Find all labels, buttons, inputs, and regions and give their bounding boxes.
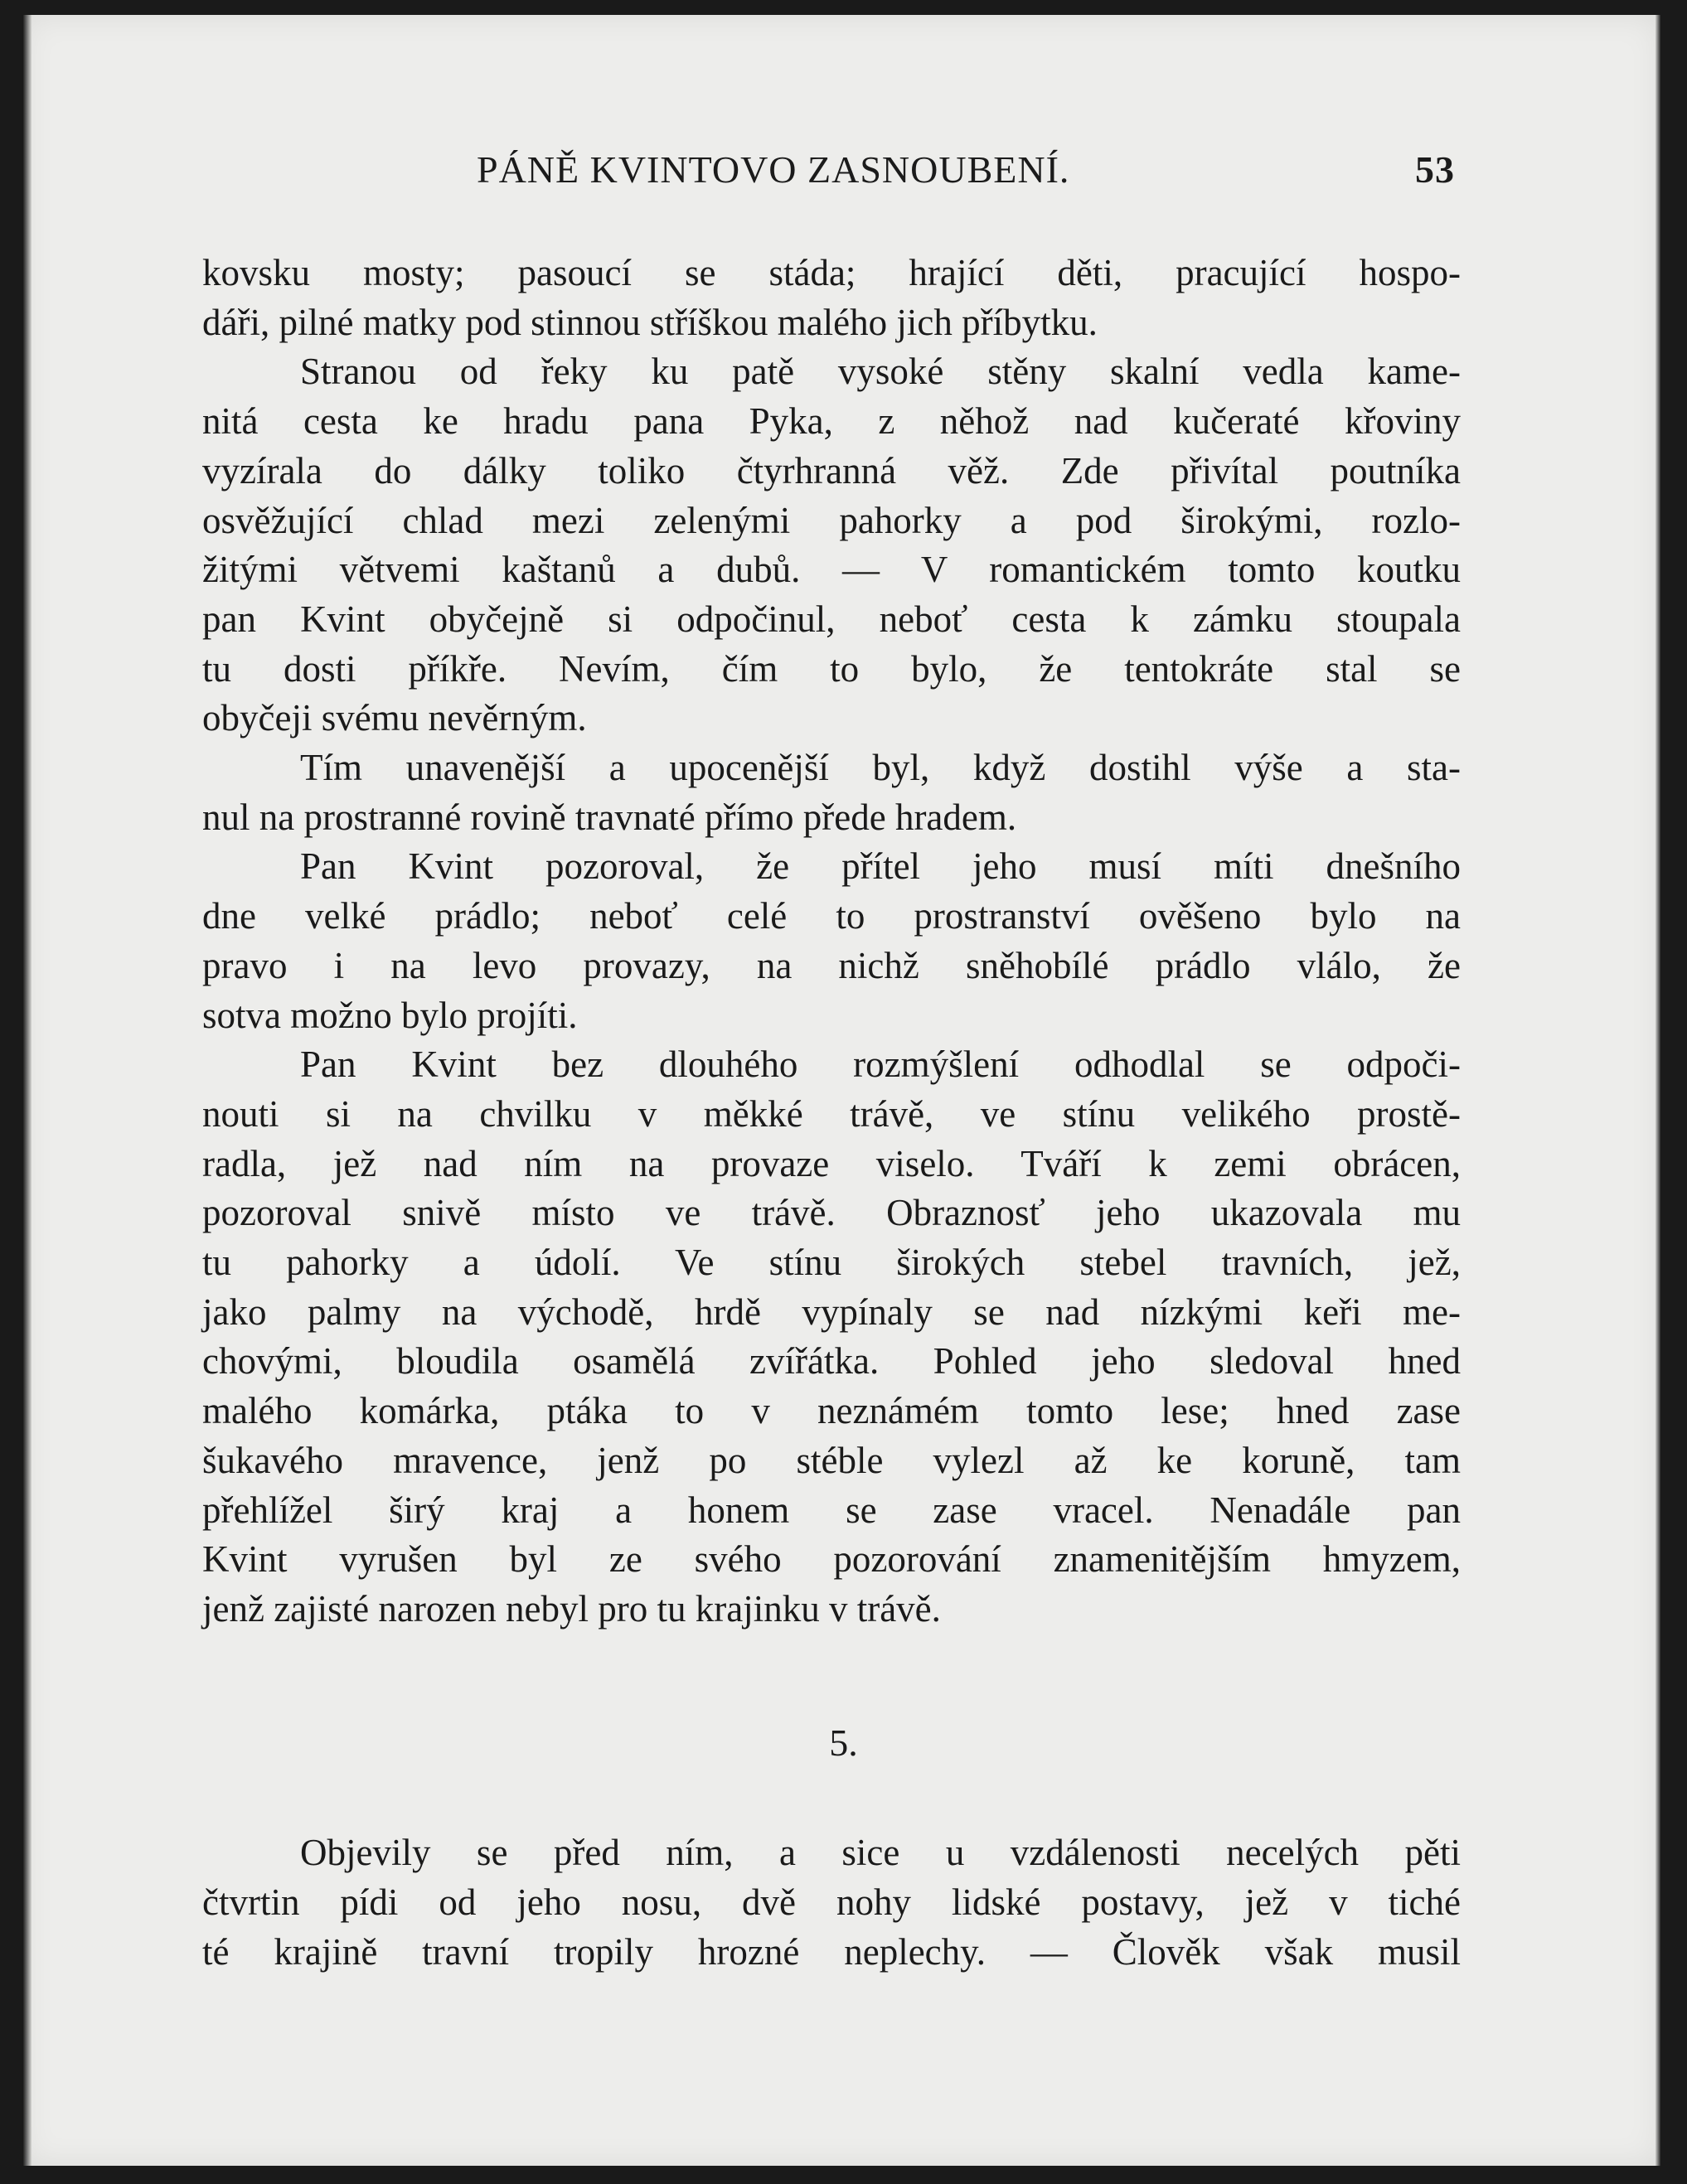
text-line: sotva možno bylo projíti. bbox=[202, 994, 578, 1036]
text-line: Pan Kvint bez dlouhého rozmýšlení odhodlal se odpoči- bbox=[300, 1044, 1461, 1086]
running-title: PÁNĚ KVINTOVO ZASNOUBENÍ. bbox=[477, 148, 1070, 191]
text-line: dne velké prádlo; neboť celé to prostranství ověšeno bylo na bbox=[202, 895, 1461, 937]
text-line: té krajině travní tropily hrozné neplechy. — Člověk však musil bbox=[202, 1931, 1461, 1973]
text-line: tu dosti příkře. Nevím, čím to bylo, že tentokráte stal se bbox=[202, 647, 1461, 690]
paragraph bbox=[202, 842, 1461, 1040]
section-body-text bbox=[202, 1828, 1461, 1977]
text-line: malého komárka, ptáka to v neznámém tomto lese; hned zase bbox=[202, 1390, 1461, 1432]
text-line: nitá cesta ke hradu pana Pyka, z něhož nad kučeraté křoviny bbox=[202, 400, 1461, 443]
text-line: Pan Kvint pozoroval, že přítel jeho musí míti dnešního bbox=[300, 845, 1461, 888]
text-line: Objevily se před ním, a sice u vzdálenosti necelých pěti bbox=[300, 1832, 1461, 1873]
text-line: chovými, bloudila osamělá zvířátka. Pohled jeho sledoval hned bbox=[202, 1340, 1461, 1383]
text-line: vyzírala do dálky toliko čtyrhranná věž. Zde přivítal poutníka bbox=[202, 449, 1461, 492]
paragraph bbox=[202, 249, 1461, 347]
text-line: nouti si na chvilku v měkké trávě, ve stínu velikého prostě- bbox=[202, 1092, 1461, 1135]
text-line: Kvint vyrušen byl ze svého pozorování znamenitějším hmyzem, bbox=[202, 1538, 1461, 1581]
text-line: čtvrtin pídi od jeho nosu, dvě nohy lidské postavy, jež v tiché bbox=[202, 1881, 1461, 1923]
text-line: osvěžující chlad mezi zelenými pahorky a pod širokými, rozlo- bbox=[202, 499, 1461, 541]
text-line: tu pahorky a údolí. Ve stínu širokých stebel travních, jež, bbox=[202, 1242, 1461, 1284]
text-line: radla, jež nad ním na provaze viselo. Tváří k zemi obrácen, bbox=[202, 1142, 1461, 1184]
text-line: dáři, pilné matky pod stinnou stříškou malého jich příbytku. bbox=[202, 301, 1098, 343]
text-line: jenž zajisté narozen nebyl pro tu krajinku v trávě. bbox=[202, 1587, 941, 1630]
paragraph bbox=[202, 1828, 1461, 1977]
text-line: Stranou od řeky ku patě vysoké stěny skalní vedla kame- bbox=[300, 351, 1461, 393]
text-line: pravo i na levo provazy, na nichž sněhobílé prádlo vlálo, že bbox=[202, 944, 1461, 986]
paragraph bbox=[202, 743, 1461, 842]
section-number: 5. bbox=[829, 1722, 858, 1764]
text-line: šukavého mravence, jenž po stéble vylezl až ke koruně, tam bbox=[202, 1439, 1461, 1481]
text-line: kovsku mosty; pasoucí se stáda; hrající děti, pracující hospo- bbox=[202, 252, 1461, 293]
text-line: obyčeji svému nevěrným. bbox=[202, 697, 587, 739]
page-right-edge bbox=[1655, 15, 1660, 2166]
running-header bbox=[477, 148, 1455, 197]
paragraph bbox=[202, 347, 1461, 743]
text-line: jako palmy na východě, hrdě vypínaly se nad nízkými keři me- bbox=[202, 1291, 1461, 1333]
text-line: nul na prostranné rovině travnaté přímo přede hradem. bbox=[202, 796, 1017, 838]
text-line: přehlížel širý kraj a honem se zase vracel. Nenadále pan bbox=[202, 1489, 1461, 1531]
body-text bbox=[202, 249, 1461, 1634]
page-number: 53 bbox=[1415, 148, 1455, 191]
page-left-edge bbox=[23, 15, 32, 2166]
text-line: pozoroval snivě místo ve trávě. Obraznosť jeho ukazovala mu bbox=[202, 1192, 1461, 1234]
text-line: Tím unavenější a upocenější byl, když dostihl výše a sta- bbox=[300, 747, 1461, 789]
text-line: žitými větvemi kaštanů a dubů. — V romantickém tomto koutku bbox=[202, 549, 1461, 591]
text-line: pan Kvint obyčejně si odpočinul, neboť cesta k zámku stoupala bbox=[202, 598, 1461, 640]
paragraph bbox=[202, 1040, 1461, 1634]
